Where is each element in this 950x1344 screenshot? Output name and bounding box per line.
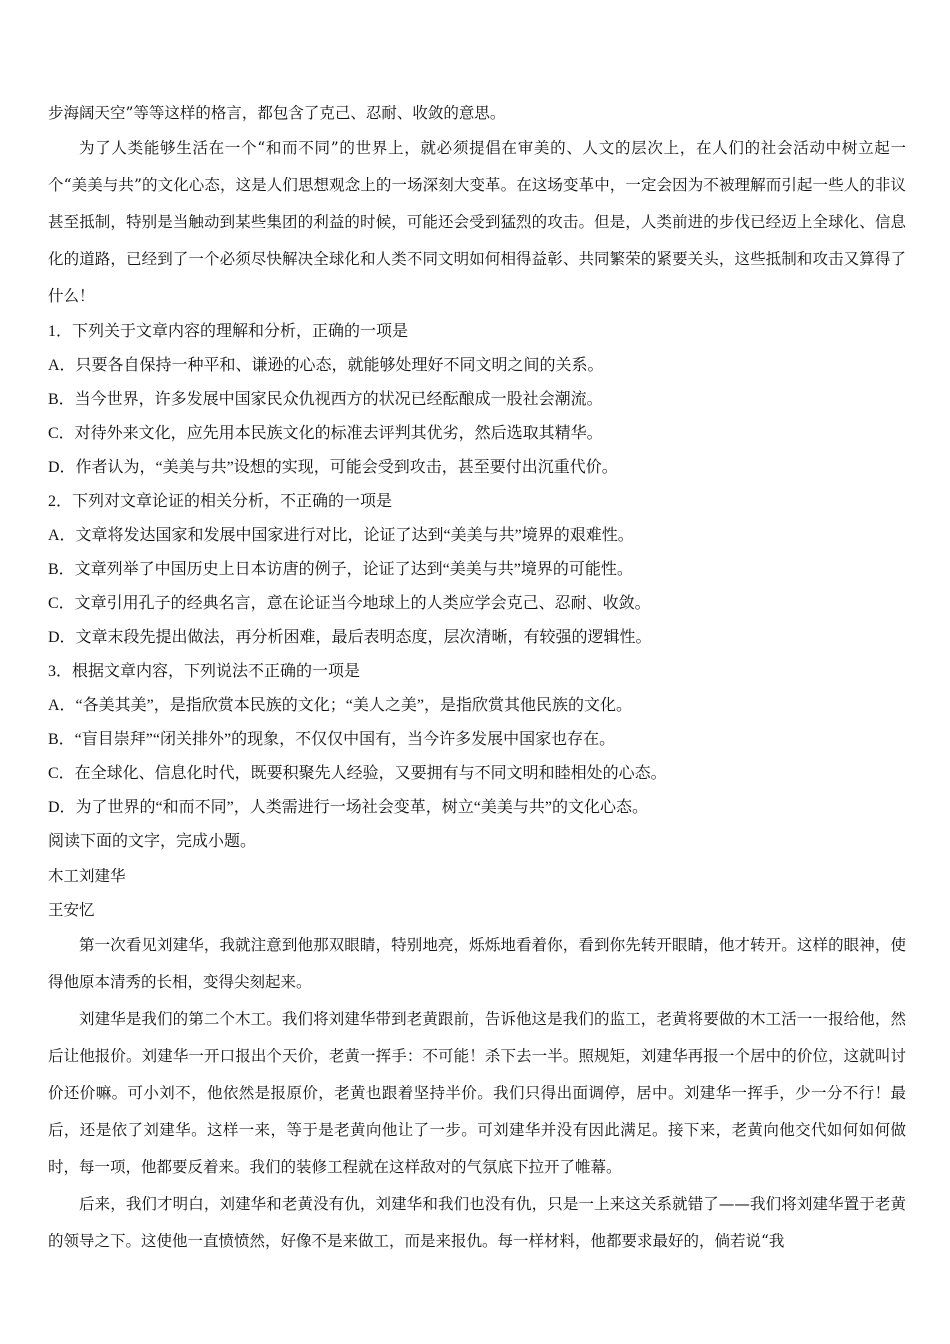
option-d: D．作者认为，“美美与共”设想的实现，可能会受到攻击，甚至要付出沉重代价。 [48,459,618,476]
option-a: A．“各美其美”，是指欣赏本民族的文化；“美人之美”，是指欣赏其他民族的文化。 [48,697,632,714]
essay-continued-line: 步海阔天空”等等这样的格言，都包含了克己、忍耐、收敛的意思。 [48,104,506,122]
essay-paragraph: 为了人类能够生活在一个“和而不同”的世界上，就必须提倡在审美的、人文的层次上，在人们的社会活动中树立起一个“美美与共”的文化心态，这是人们思想观念上的一场深刻大变革。在这场变革中，一定会因为不被理解而引起一些人的非议甚至抵制，特别是当触动到某些集团的利益的时候，可能还会受到猛烈的攻击。但是，人类前进的步伐已经迈上全球化、信息化的道路，已经到了一个必须尽快解决全球化和人类不同文明如何相得益彰、共同繁荣的紧要关头，这些抵制和攻击又算得了什么！ [48,139,906,305]
option-c: C．对待外来文化，应先用本民族文化的标准去评判其优劣，然后选取其精华。 [48,425,603,442]
option-d: D．文章末段先提出做法，再分析困难，最后表明态度，层次清晰，有较强的逻辑性。 [48,629,652,646]
option-b: B．当今世界，许多发展中国家民众仇视西方的状况已经酝酿成一股社会潮流。 [48,391,603,408]
option-a: A．文章将发达国家和发展中国家进行对比，论证了达到“美美与共”境界的艰难性。 [48,527,634,544]
question-stem: 1．下列关于文章内容的理解和分析，正确的一项是 [48,323,409,340]
question-2 [48,485,906,655]
reading-instruction: 阅读下面的文字，完成小题。 [48,833,257,850]
option-c: C．在全球化、信息化时代，既要积聚先人经验，又要拥有与不同文明和睦相处的心态。 [48,765,667,782]
reading-paragraph: 第一次看见刘建华，我就注意到他那双眼睛，特别地亮，烁烁地看着你，看到你先转开眼睛，他才转开。这样的眼神，使得他原本清秀的长相，变得尖刻起来。 [48,936,906,991]
option-d: D．为了世界的“和而不同”，人类需进行一场社会变革，树立“美美与共”的文化心态。 [48,799,648,816]
option-a: A．只要各自保持一种平和、谦逊的心态，就能够处理好不同文明之间的关系。 [48,357,604,374]
option-c: C．文章引用孔子的经典名言，意在论证当今地球上的人类应学会克己、忍耐、收敛。 [48,595,651,612]
option-b: B．“盲目崇拜”“闭关排外”的现象，不仅仅中国有，当今许多发展中国家也存在。 [48,731,616,748]
reading-author: 王安忆 [48,901,95,919]
reading-paragraph: 刘建华是我们的第二个木工。我们将刘建华带到老黄跟前，告诉他这是我们的监工，老黄将要做的木工活一一报给他，然后让他报价。刘建华一开口报出个天价，老黄一挥手：不可能！杀下去一半。照规矩，刘建华再报一个居中的价位，这就叫讨价还价嘛。可小刘不，他依然是报原价，老黄也跟着坚持半价。我们只得出面调停，居中。刘建华一挥手，少一分不行！最后，还是依了刘建华。这样一来，等于是老黄向他让了一步。可刘建华并没有因此满足。接下来，老黄向他交代如何如何做时，每一项，他都要反着来。我们的装修工程就在这样敌对的气氛底下拉开了帷幕。 [48,1010,906,1176]
reading-title: 木工刘建华 [48,867,126,885]
question-1 [48,315,906,485]
question-stem: 2．下列对文章论证的相关分析，不正确的一项是 [48,493,393,510]
reading-paragraph: 后来，我们才明白，刘建华和老黄没有仇，刘建华和我们也没有仇，只是一上来这关系就错了——我们将刘建华置于老黄的领导之下。这使他一直愤愤然，好像不是来做工，而是来报仇。每一样材料，他都要求最好的，倘若说“我 [48,1195,906,1250]
document-page [48,96,906,1260]
option-b: B．文章列举了中国历史上日本访唐的例子，论证了达到“美美与共”境界的可能性。 [48,561,633,578]
question-3 [48,655,906,825]
question-stem: 3．根据文章内容，下列说法不正确的一项是 [48,663,361,680]
